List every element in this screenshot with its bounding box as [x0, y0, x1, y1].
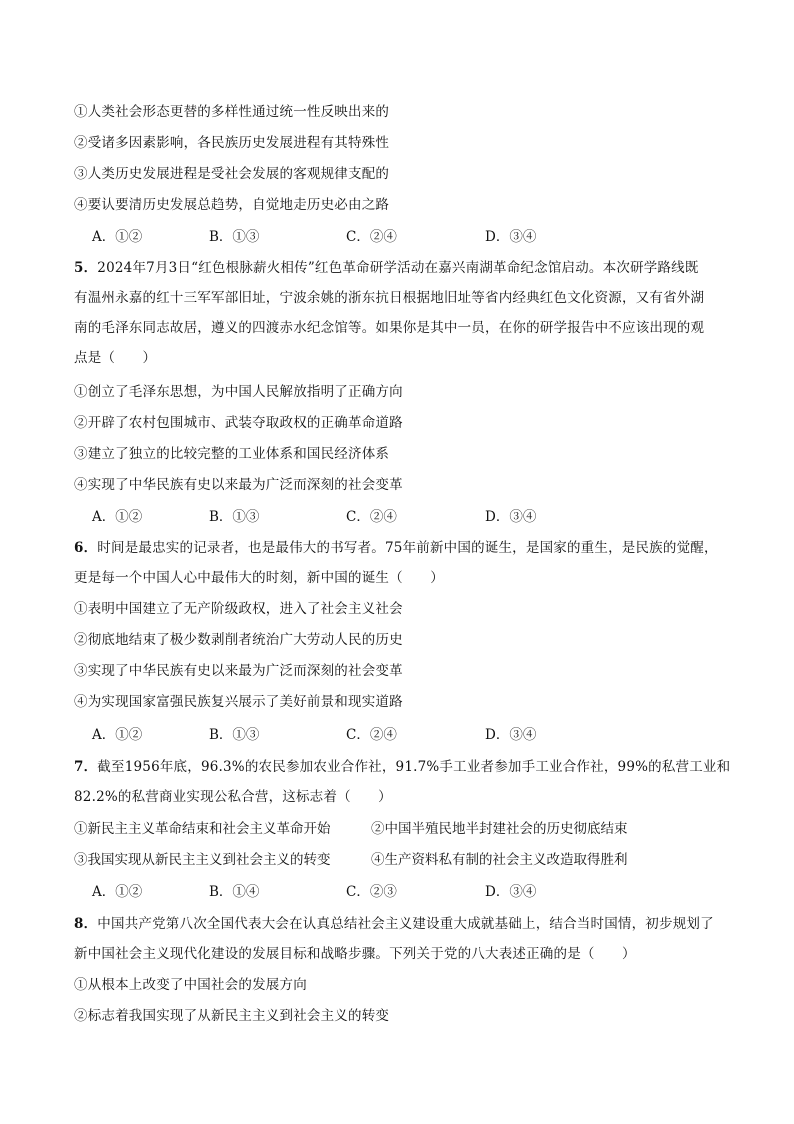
q5-stem-line-2: 有温州永嘉的红十三军军部旧址，宁波余姚的浙东抗日根据地旧址等省内经典红色文化资源，又有省外湖	[74, 290, 705, 306]
q5-stem-line-4: 点是（ ）	[74, 350, 157, 366]
q7-option-c[interactable]: C．②③	[346, 884, 397, 900]
q6-option-b[interactable]: B．①③	[209, 727, 260, 743]
q6-option-d[interactable]: D．③④	[485, 727, 537, 743]
q8-number: 8．	[74, 916, 98, 932]
q7-item-3: ③我国实现从新民主主义到社会主义的转变	[74, 852, 331, 868]
q6-item-1: ①表明中国建立了无产阶级政权，进入了社会主义社会	[74, 601, 403, 617]
q6-option-a[interactable]: A．①②	[92, 727, 143, 743]
q7-item-2: ②中国半殖民地半封建社会的历史彻底结束	[371, 821, 628, 837]
q7-stem-line-2: 82.2%的私营商业实现公私合营，这标志着（ ）	[74, 789, 392, 805]
q4-item-4: ④要认要清历史发展总趋势，自觉地走历史必由之路	[74, 197, 390, 213]
q5-option-d[interactable]: D．③④	[485, 509, 537, 525]
q5-stem-line-3: 南的毛泽东同志故居，遵义的四渡赤水纪念馆等。如果你是其中一员，在你的研学报告中不应该出现的观	[74, 320, 705, 336]
q6-stem-line-1	[74, 538, 718, 558]
q6-item-4: ④为实现国家富强民族复兴展示了美好前景和现实道路	[74, 694, 403, 710]
q5-option-c[interactable]: C．②④	[346, 509, 397, 525]
q8-item-2: ②标志着我国实现了从新民主主义到社会主义的转变	[74, 1008, 390, 1024]
q5-stem-line-1	[74, 258, 699, 278]
q5-option-a[interactable]: A．①②	[92, 509, 143, 525]
q8-item-1: ①从根本上改变了中国社会的发展方向	[74, 977, 307, 993]
q7-option-a[interactable]: A．①②	[92, 884, 143, 900]
q6-item-3: ③实现了中华民族有史以来最为广泛而深刻的社会变革	[74, 663, 403, 679]
q7-item-4: ④生产资料私有制的社会主义改造取得胜利	[371, 852, 628, 868]
q4-option-c[interactable]: C．②④	[346, 229, 397, 245]
q6-number: 6．	[74, 540, 98, 556]
q4-item-3: ③人类历史发展进程是受社会发展的客观规律支配的	[74, 166, 390, 182]
q7-item-1: ①新民主主义革命结束和社会主义革命开始	[74, 821, 331, 837]
q8-stem-line-2: 新中国社会主义现代化建设的发展目标和战略步骤。下列关于党的八大表述正确的是（ ）	[74, 946, 636, 962]
q5-stem-text-1: 2024年7月3日“红色根脉薪火相传”红色革命研学活动在嘉兴南湖革命纪念馆启动。本次研学路线既	[97, 260, 699, 276]
q4-option-b[interactable]: B．①③	[209, 229, 260, 245]
q4-option-d[interactable]: D．③④	[485, 229, 537, 245]
q6-stem-line-2: 更是每一个中国人心中最伟大的时刻，新中国的诞生（ ）	[74, 570, 444, 586]
q5-item-4: ④实现了中华民族有史以来最为广泛而深刻的社会变革	[74, 477, 403, 493]
q7-stem-text-1: 截至1956年底，96.3%的农民参加农业合作社，91.7%手工业者参加手工业合作社，99%的私营工业和	[97, 759, 731, 775]
q7-option-d[interactable]: D．③④	[485, 884, 537, 900]
q4-item-2: ②受诸多因素影响，各民族历史发展进程有其特殊性	[74, 135, 390, 151]
q5-item-1: ①创立了毛泽东思想，为中国人民解放指明了正确方向	[74, 384, 403, 400]
q5-option-b[interactable]: B．①③	[209, 509, 260, 525]
q6-option-c[interactable]: C．②④	[346, 727, 397, 743]
q4-item-1: ①人类社会形态更替的多样性通过统一性反映出来的	[74, 104, 390, 120]
q8-stem-text-1: 中国共产党第八次全国代表大会在认真总结社会主义建设重大成就基础上，结合当时国情，初步规划了	[97, 916, 714, 932]
q6-stem-text-1: 时间是最忠实的记录者，也是最伟大的书写者。75年前新中国的诞生，是国家的重生，是民族的觉醒，	[97, 540, 718, 556]
q8-stem-line-1	[74, 914, 714, 934]
q6-item-2: ②彻底地结束了极少数剥削者统治广大劳动人民的历史	[74, 632, 403, 648]
q7-option-b[interactable]: B．①④	[209, 884, 260, 900]
q5-item-2: ②开辟了农村包围城市、武装夺取政权的正确革命道路	[74, 415, 403, 431]
q7-stem-line-1	[74, 757, 730, 777]
q7-number: 7．	[74, 759, 98, 775]
q5-item-3: ③建立了独立的比较完整的工业体系和国民经济体系	[74, 446, 390, 462]
q4-option-a[interactable]: A．①②	[92, 229, 143, 245]
q5-number: 5．	[74, 260, 98, 276]
